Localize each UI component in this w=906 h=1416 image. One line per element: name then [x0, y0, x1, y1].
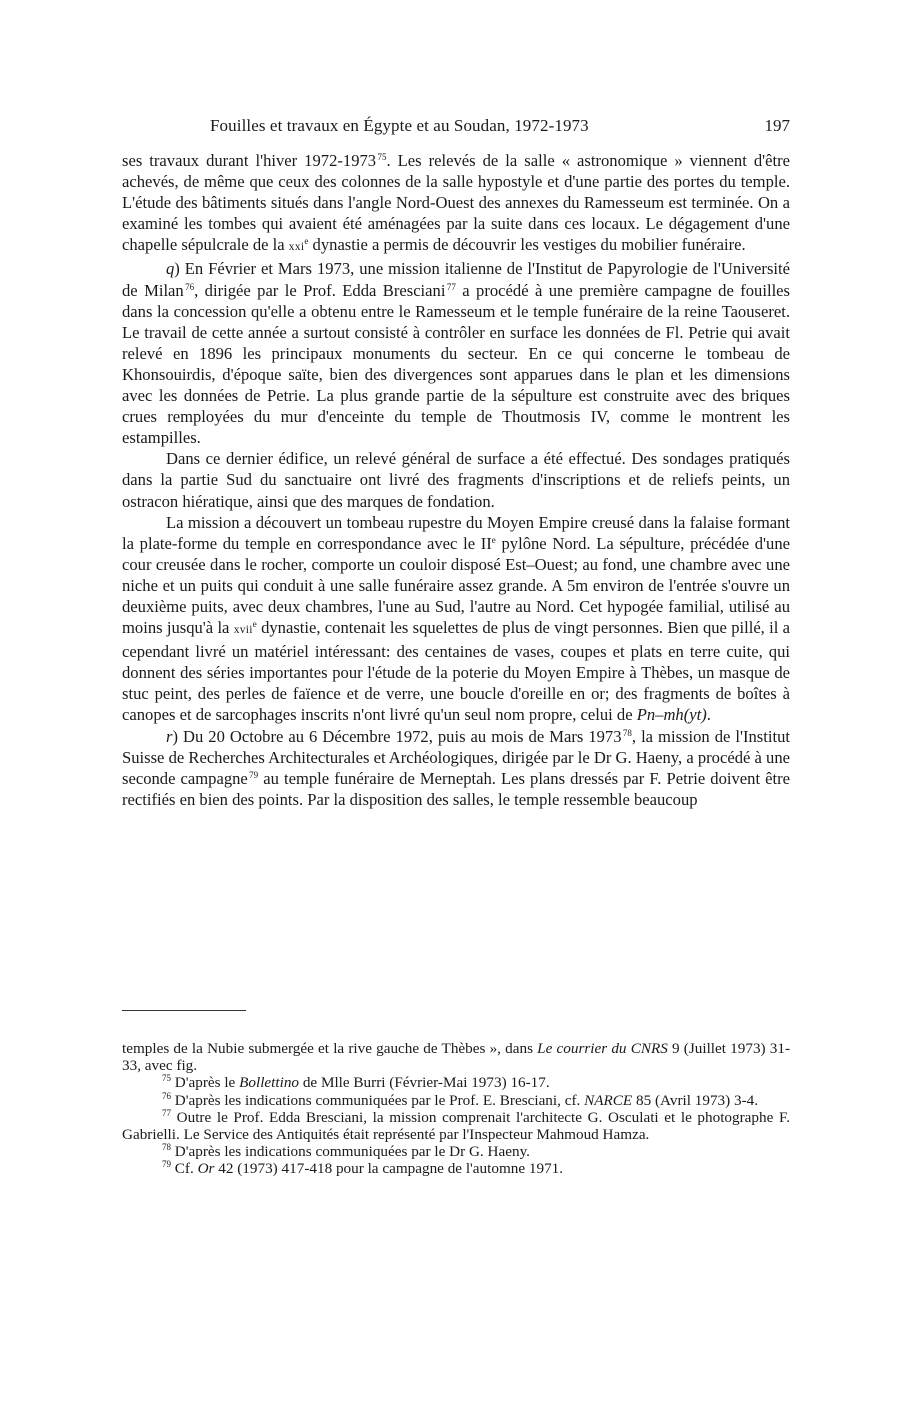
text-run: temples de la Nubie submergée et la rive gauche de Thèbes », dans [122, 1040, 533, 1057]
section-label-r: r [166, 726, 173, 746]
footnote-ref-76[interactable]: 76 [185, 281, 195, 292]
footnote-79 [122, 1160, 790, 1177]
footnote-separator [122, 1010, 246, 1011]
footnote-number: 79 [162, 1159, 171, 1170]
paragraph-3: Dans ce dernier édifice, un relevé général de surface a été effectué. Des sondages pratiqués dans la partie Sud du sanctuaire ont livré des fragments d'inscriptions et de reliefs peints, un ostracon hiératique, ainsi que des marques de fondation. [122, 449, 790, 511]
dynasty-numeral: xvii [233, 624, 253, 637]
journal-title: Bollettino [239, 1074, 300, 1092]
footnote-ref-77[interactable]: 77 [446, 281, 456, 292]
footnote-77 [122, 1109, 790, 1143]
text-run: , dirigée par le Prof. Edda Bresciani [194, 280, 446, 300]
footnote-78 [122, 1143, 790, 1160]
text-run: de Mlle Burri (Février-Mai 1973) 16-17. [302, 1074, 550, 1092]
footnote-ref-75[interactable]: 75 [377, 152, 387, 162]
paragraph-4 [122, 512, 790, 726]
footnote-75 [122, 1074, 790, 1091]
journal-title: Le courrier du CNRS [537, 1040, 668, 1057]
journal-title: NARCE [584, 1091, 633, 1109]
journal-title: Or [197, 1160, 215, 1178]
footnote-number: 75 [162, 1073, 171, 1084]
dynasty-numeral: xxi [288, 241, 305, 254]
text-run: . [706, 705, 711, 725]
text-run: a procédé à une première campagne de fouilles dans la concession qu'elle a obtenu entre le Ramesseum et le temple funéraire de la reine Taouseret. Le travail de cette année a surtout consisté à contrôler en surface les données de Fl. Petrie qui avait relevé en 1896 les principaux monuments du secteur. En ce qui concerne le tombeau de Khonsouirdis, d'époque saïte, bien des divergences sont apparues dans le plan et les dimensions avec les données de Petrie. La plus grande partie de la sépulture est construite avec des briques crues remployées du mur d'enceinte du temple de Thoutmosis IV, comme le montrent les estampilles. [122, 280, 790, 448]
text-run: Cf. [174, 1160, 194, 1178]
page-number: 197 [764, 116, 790, 135]
text-run: D'après les indications communiquées par le Prof. E. Bresciani, cf. [174, 1091, 581, 1109]
paragraph-q [122, 258, 790, 448]
text-run: , la mission de l'Institut Suisse de Recherches Architecturales et Archéologiques, dirigée par le Dr G. Haeny, a procédé à une seconde campagne [122, 726, 791, 788]
section-label-q: q [166, 259, 175, 279]
footnote-number: 77 [162, 1107, 171, 1118]
text-run: D'après les indications communiquées par le Dr G. Haeny. [174, 1143, 530, 1161]
text-run: dynastie, contenait les squelettes de plus de vingt personnes. Bien que pillé, il a cependant livré un matériel intéressant: des centaines de vases, coupes et plats en terre cuite, qui donnent des séries importantes pour l'étude de la poterie du Moyen Empire à Thèbes, un masque de stuc peint, des perles de faïence et de verre, une boucle d'oreille en or; des fragments de boîtes à canopes et de sarcophages inscrits n'ont livré qu'un seul nom propre, celui de [122, 618, 790, 725]
footnote-number: 76 [162, 1090, 171, 1101]
footnote-76 [122, 1092, 790, 1109]
egyptian-name: Pn–mh(yt) [636, 705, 707, 725]
footnote-ref-79[interactable]: 79 [249, 769, 259, 780]
superscript: e [252, 619, 257, 630]
text-run: La mission a découvert un tombeau rupestre du Moyen Empire creusé dans la falaise formant la plate-forme du temple en correspondance avec le II [122, 512, 790, 553]
text-run: ) Du 20 Octobre au 6 Décembre 1972, puis au mois de Mars 1973 [172, 726, 622, 746]
paragraph-1 [122, 150, 790, 258]
superscript: e [491, 534, 496, 545]
text-run: ses travaux durant l'hiver 1972-1973 [122, 151, 377, 170]
running-title: Fouilles et travaux en Égypte et au Soudan, 1972-1973 [210, 116, 589, 135]
paragraph-r [122, 726, 790, 810]
footnotes [122, 1040, 790, 1178]
text-run: 85 (Avril 1973) 3-4. [636, 1091, 759, 1109]
running-header [122, 116, 790, 138]
text-run: . Les relevés de la salle « astronomique » viennent d'être achevés, de même que ceux des colonnes de la salle hypostyle et d'une partie des portes du temple. L'étude des bâtiments situés dans l'angle Nord-Ouest des annexes du Ramesseum est terminée. On a examiné les tombes qui avaient été aménagées par la suite dans ces locaux. Le dégagement d'une chapelle sépulcrale de la [122, 151, 790, 255]
footnote-continuation [122, 1040, 790, 1074]
text-run: pylône Nord. La sépulture, précédée d'une cour creusée dans le rocher, comporte un couloir disposé Est–Ouest; au fond, une chambre avec une niche et un puits qui conduit à une salle funéraire assez grande. A 5m environ de l'entrée s'ouvre un deuxième puits, avec deux chambres, l'une au Sud, l'autre au Nord. Cet hypogée familial, utilisé au moins jusqu'à la [122, 533, 790, 638]
footnote-number: 78 [162, 1142, 171, 1153]
text-run: ) En Février et Mars 1973, une mission italienne de l'Institut de Papyrologie de l'Université de Milan [122, 259, 790, 300]
text-run: Outre le Prof. Edda Bresciani, la mission comprenait l'architecte G. Osculati et le photographe F. Gabrielli. Le Service des Antiquités était représenté par l'Inspecteur Mahmoud Hamza. [122, 1108, 790, 1144]
footnote-ref-78[interactable]: 78 [622, 727, 632, 738]
text-run: 42 (1973) 417-418 pour la campagne de l'automne 1971. [218, 1160, 564, 1178]
superscript: e [304, 236, 309, 247]
text-run: dynastie a permis de découvrir les vestiges du mobilier funéraire. [312, 235, 746, 255]
text-run: 9 (Juillet 1973) 31-33, avec fig. [122, 1040, 791, 1075]
main-text [122, 150, 790, 810]
text-run: au temple funéraire de Merneptah. Les plans dressés par F. Petrie doivent être rectifiés en bien des points. Par la disposition des salles, le temple ressemble beaucoup [122, 768, 790, 809]
text-run: D'après le [174, 1074, 236, 1092]
